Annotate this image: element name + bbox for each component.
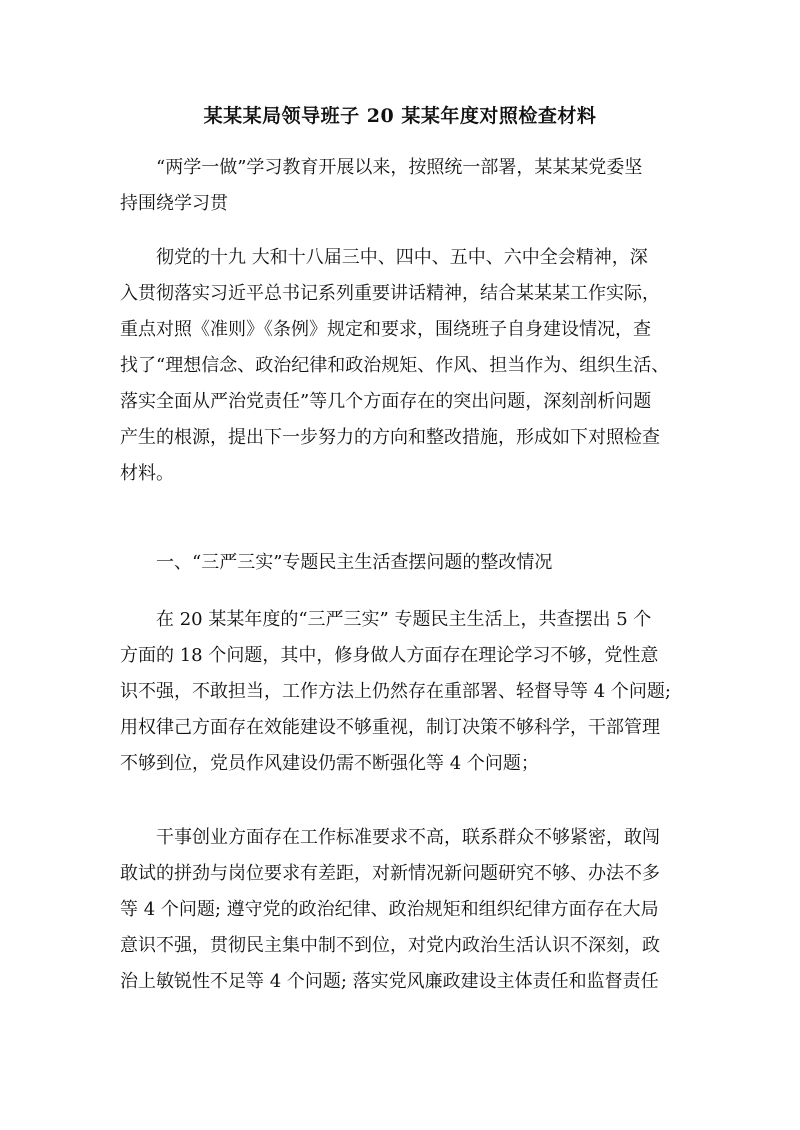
paragraph-intro	[120, 150, 690, 222]
paragraph-line: 治上敏锐性不足等 4 个问题; 落实党风廉政建设主体责任和监督责任	[120, 971, 659, 992]
section-heading-text: 一、“三严三实”专题民主生活查摆问题的整改情况	[156, 552, 553, 573]
paragraph-findings	[120, 602, 690, 782]
document-title: 某某某局领导班子 20 某某年度对照检查材料	[203, 105, 597, 127]
paragraph-line: 干事创业方面存在工作标准要求不高，联系群众不够紧密，敢闯	[156, 827, 660, 848]
paragraph-line: 在 20 某某年度的“三严三实” 专题民主生活上，共查摆出 5 个	[156, 609, 652, 630]
paragraph-line: “两学一做”学习教育开展以来，按照统一部署，某某某党委坚	[156, 157, 643, 178]
paragraph-line: 等 4 个问题; 遵守党的政治纪律、政治规矩和组织纪律方面存在大局	[120, 899, 659, 920]
paragraph-line: 产生的根源，提出下一步努力的方向和整改措施，形成如下对照检查	[120, 427, 660, 448]
paragraph-line: 落实全面从严治党责任”等几个方面存在的突出问题，深刻剖析问题	[120, 391, 652, 412]
paragraph-line: 识不强，不敢担当，工作方法上仍然存在重部署、轻督导等 4 个问题;	[120, 681, 671, 702]
paragraph-background	[120, 240, 690, 492]
paragraph-line: 方面的 18 个问题，其中，修身做人方面存在理论学习不够，党性意	[120, 645, 659, 666]
paragraph-issues	[120, 820, 690, 1000]
paragraph-line: 持围绕学习贯	[120, 193, 228, 214]
paragraph-line: 用权律己方面存在效能建设不够重视，制订决策不够科学，干部管理	[120, 717, 660, 738]
paragraph-line: 意识不强，贯彻民主集中制不到位，对党内政治生活认识不深刻，政	[120, 935, 660, 956]
section-heading-1	[120, 545, 690, 581]
paragraph-line: 不够到位，党员作风建设仍需不断强化等 4 个问题；	[120, 753, 539, 774]
paragraph-line: 材料。	[120, 463, 174, 484]
paragraph-line: 彻党的十九 大和十八届三中、四中、五中、六中全会精神，深	[156, 247, 648, 268]
paragraph-line: 入贯彻落实习近平总书记系列重要讲话精神，结合某某某工作实际，	[120, 283, 660, 304]
paragraph-line: 敢试的拼劲与岗位要求有差距，对新情况新问题研究不够、办法不多	[120, 863, 660, 884]
paragraph-line: 重点对照《准则》《条例》规定和要求，围绕班子自身建设情况，查	[120, 319, 651, 340]
paragraph-line: 找了“理想信念、政治纪律和政治规矩、作风、担当作为、组织生活、	[120, 355, 670, 376]
